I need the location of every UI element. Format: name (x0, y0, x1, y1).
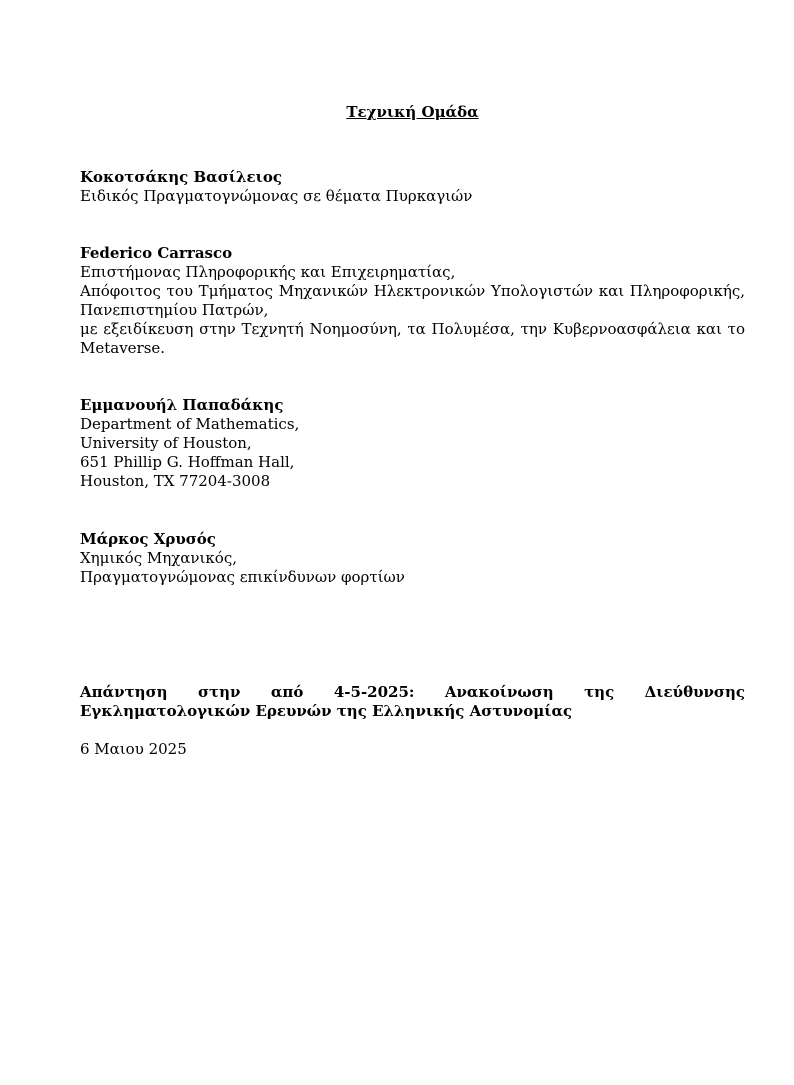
team-member-papadakis (80, 396, 745, 491)
member-name: Federico Carrasco (80, 244, 233, 262)
member-description: Χημικός Μηχανικός, (80, 549, 238, 567)
member-description: Απόφοιτος του Τμήματος Μηχανικών Ηλεκτρονικών Υπολογιστών και Πληροφορικής, Πανεπιστημίου Πατρών, (80, 282, 745, 319)
document-title: Τεχνική Ομάδα (346, 103, 479, 121)
document-date: 6 Μαιου 2025 (80, 740, 187, 758)
member-description: με εξειδίκευση στην Τεχνητή Νοημοσύνη, τα Πολυμέσα, την Κυβερνοασφάλεια και το Metaverse. (80, 320, 745, 357)
member-description: Πραγματογνώμονας επικίνδυνων φορτίων (80, 568, 405, 586)
member-name: Κοκοτσάκης Βασίλειος (80, 168, 283, 186)
member-description: Ειδικός Πραγματογνώμονας σε θέματα Πυρκαγιών (80, 187, 473, 205)
member-name: Εμμανουήλ Παπαδάκης (80, 396, 284, 414)
team-member-chrysos (80, 530, 745, 587)
member-name: Μάρκος Χρυσός (80, 530, 216, 548)
member-address-line: Department of Mathematics, (80, 415, 300, 433)
member-description: Επιστήμονας Πληροφορικής και Επιχειρηματίας, (80, 263, 456, 281)
member-address-line: University of Houston, (80, 434, 252, 452)
member-address-line: Houston, TX 77204-3008 (80, 472, 271, 490)
document-subject: Απάντηση στην από 4-5-2025: Ανακοίνωση της Διεύθυνσης Εγκληματολογικών Ερευνών της Ελληνικής Αστυνομίας (80, 683, 745, 720)
team-member-carrasco (80, 244, 745, 358)
team-member-kokotsakis (80, 168, 745, 206)
member-address-line: 651 Phillip G. Hoffman Hall, (80, 453, 295, 471)
